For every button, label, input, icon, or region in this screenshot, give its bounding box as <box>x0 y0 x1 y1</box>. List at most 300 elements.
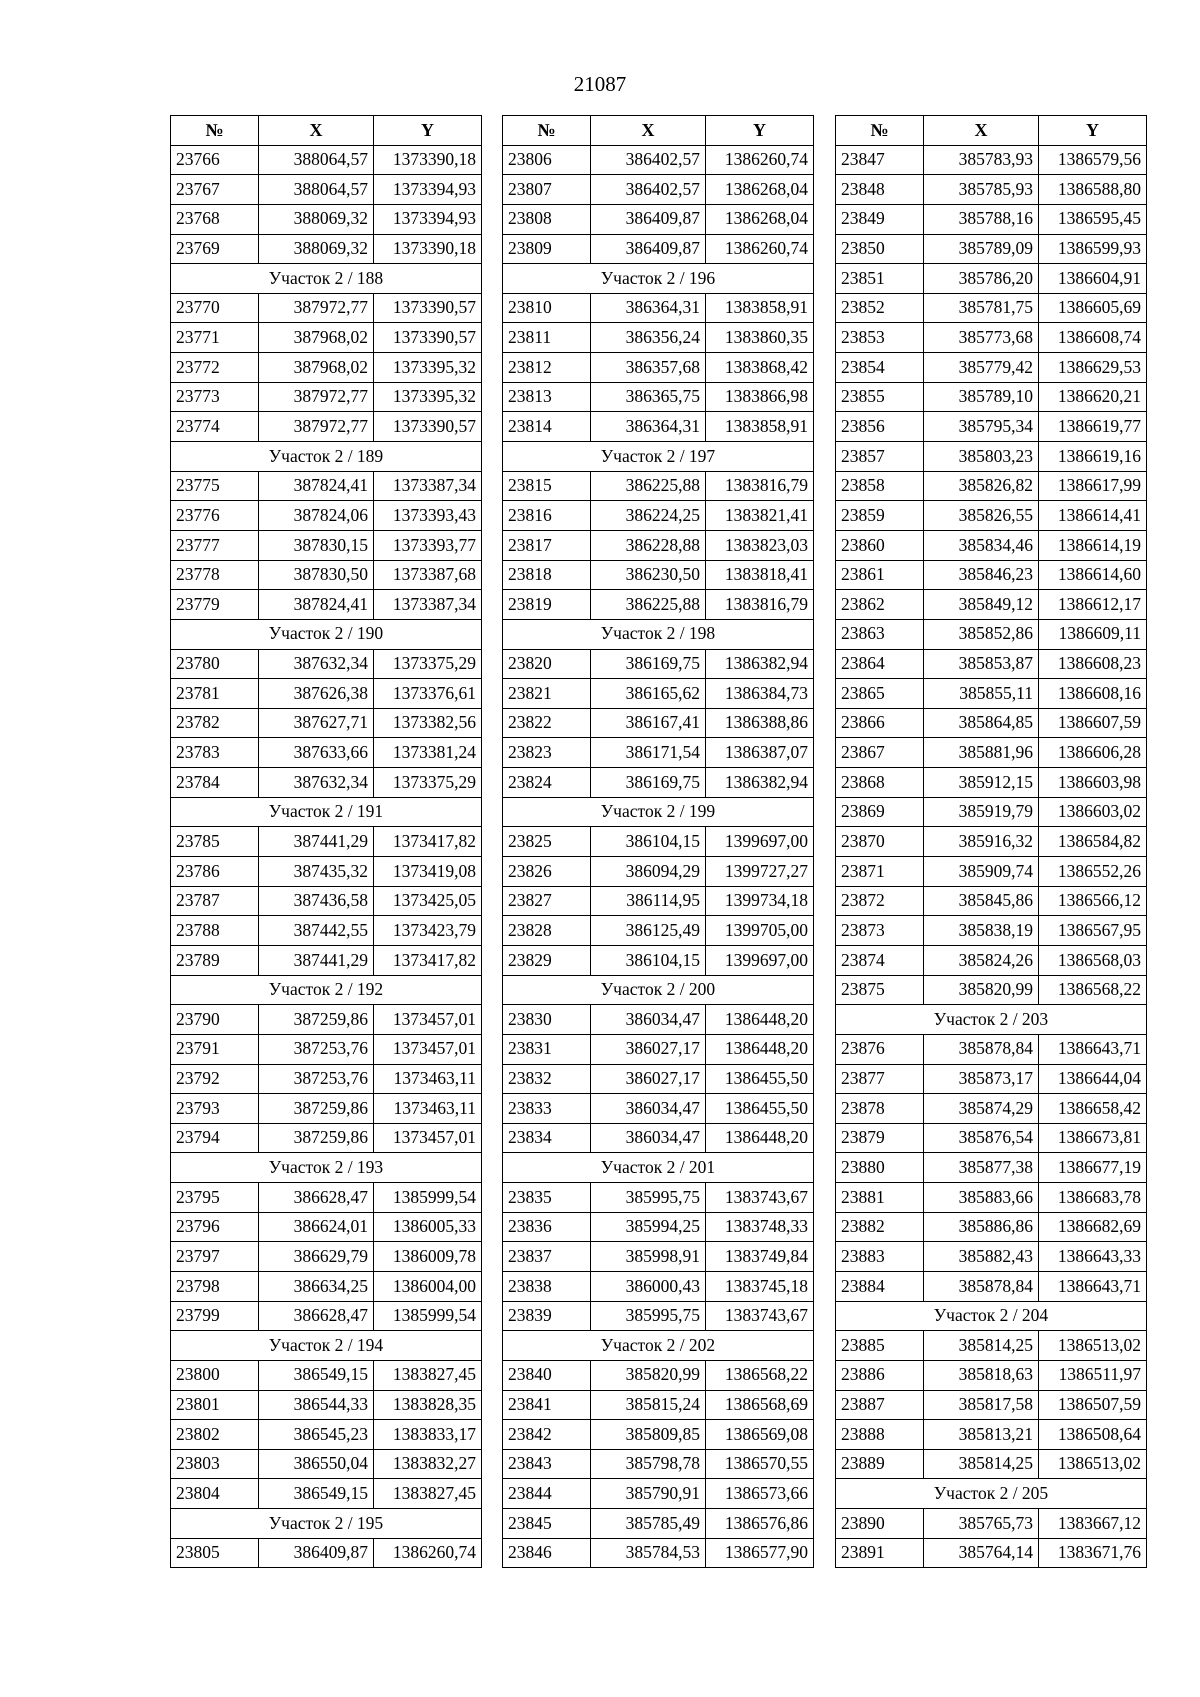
x-coordinate-cell: 387259,86 <box>259 1123 374 1153</box>
y-coordinate-cell: 1383866,98 <box>706 382 814 412</box>
table-row <box>836 649 1147 679</box>
y-coordinate-cell: 1399705,00 <box>706 916 814 946</box>
table-row <box>171 293 482 323</box>
x-coordinate-cell: 385781,75 <box>924 293 1039 323</box>
point-number-cell: 23808 <box>503 204 591 234</box>
y-coordinate-cell: 1386599,93 <box>1039 234 1147 264</box>
y-coordinate-cell: 1386682,69 <box>1039 1212 1147 1242</box>
point-number-cell: 23855 <box>836 382 924 412</box>
point-number-cell: 23813 <box>503 382 591 412</box>
section-row <box>503 264 814 294</box>
table-row <box>503 1242 814 1272</box>
x-coordinate-cell: 386364,31 <box>591 293 706 323</box>
table-row <box>503 857 814 887</box>
point-number-cell: 23798 <box>171 1271 259 1301</box>
table-row <box>171 234 482 264</box>
table-row <box>503 501 814 531</box>
section-label: Участок 2 / 198 <box>503 619 814 649</box>
table-row <box>503 1271 814 1301</box>
x-coordinate-cell: 385881,96 <box>924 738 1039 768</box>
y-coordinate-cell: 1373390,18 <box>374 145 482 175</box>
y-coordinate-cell: 1373463,11 <box>374 1094 482 1124</box>
y-coordinate-cell: 1386608,23 <box>1039 649 1147 679</box>
point-number-cell: 23767 <box>171 175 259 205</box>
y-coordinate-cell: 1386607,59 <box>1039 708 1147 738</box>
y-coordinate-cell: 1386511,97 <box>1039 1360 1147 1390</box>
table-row <box>503 708 814 738</box>
section-label: Участок 2 / 190 <box>171 619 482 649</box>
y-coordinate-cell: 1386609,11 <box>1039 619 1147 649</box>
x-coordinate-cell: 385878,84 <box>924 1271 1039 1301</box>
y-coordinate-cell: 1386614,41 <box>1039 501 1147 531</box>
y-coordinate-cell: 1373390,57 <box>374 323 482 353</box>
table-row <box>836 857 1147 887</box>
point-number-cell: 23848 <box>836 175 924 205</box>
section-label: Участок 2 / 201 <box>503 1153 814 1183</box>
point-number-cell: 23774 <box>171 412 259 442</box>
x-coordinate-cell: 385798,78 <box>591 1449 706 1479</box>
table-row <box>171 382 482 412</box>
header-y: Y <box>1039 116 1147 146</box>
table-row <box>503 1420 814 1450</box>
y-coordinate-cell: 1386508,64 <box>1039 1420 1147 1450</box>
point-number-cell: 23830 <box>503 1005 591 1035</box>
table-row <box>503 1509 814 1539</box>
table-header-row <box>503 116 814 146</box>
y-coordinate-cell: 1399734,18 <box>706 886 814 916</box>
y-coordinate-cell: 1373457,01 <box>374 1034 482 1064</box>
x-coordinate-cell: 385998,91 <box>591 1242 706 1272</box>
y-coordinate-cell: 1373417,82 <box>374 827 482 857</box>
x-coordinate-cell: 387253,76 <box>259 1064 374 1094</box>
point-number-cell: 23860 <box>836 530 924 560</box>
point-number-cell: 23817 <box>503 530 591 560</box>
x-coordinate-cell: 386402,57 <box>591 175 706 205</box>
y-coordinate-cell: 1373393,77 <box>374 530 482 560</box>
point-number-cell: 23799 <box>171 1301 259 1331</box>
point-number-cell: 23889 <box>836 1449 924 1479</box>
x-coordinate-cell: 387632,34 <box>259 649 374 679</box>
x-coordinate-cell: 388069,32 <box>259 234 374 264</box>
table-row <box>171 1538 482 1568</box>
y-coordinate-cell: 1383860,35 <box>706 323 814 353</box>
y-coordinate-cell: 1386268,04 <box>706 204 814 234</box>
point-number-cell: 23822 <box>503 708 591 738</box>
table-row <box>171 204 482 234</box>
section-row <box>836 1301 1147 1331</box>
section-label: Участок 2 / 194 <box>171 1331 482 1361</box>
y-coordinate-cell: 1373457,01 <box>374 1123 482 1153</box>
section-row <box>503 442 814 472</box>
x-coordinate-cell: 386027,17 <box>591 1034 706 1064</box>
point-number-cell: 23766 <box>171 145 259 175</box>
x-coordinate-cell: 385855,11 <box>924 679 1039 709</box>
table-row <box>836 204 1147 234</box>
y-coordinate-cell: 1386608,16 <box>1039 679 1147 709</box>
section-row <box>171 797 482 827</box>
x-coordinate-cell: 385785,93 <box>924 175 1039 205</box>
x-coordinate-cell: 387824,41 <box>259 590 374 620</box>
point-number-cell: 23790 <box>171 1005 259 1035</box>
y-coordinate-cell: 1386384,73 <box>706 679 814 709</box>
point-number-cell: 23840 <box>503 1360 591 1390</box>
y-coordinate-cell: 1373376,61 <box>374 679 482 709</box>
x-coordinate-cell: 385876,54 <box>924 1123 1039 1153</box>
x-coordinate-cell: 385789,10 <box>924 382 1039 412</box>
y-coordinate-cell: 1383821,41 <box>706 501 814 531</box>
y-coordinate-cell: 1386004,00 <box>374 1271 482 1301</box>
point-number-cell: 23857 <box>836 442 924 472</box>
y-coordinate-cell: 1386604,91 <box>1039 264 1147 294</box>
table-row <box>503 353 814 383</box>
x-coordinate-cell: 386628,47 <box>259 1183 374 1213</box>
x-coordinate-cell: 385995,75 <box>591 1183 706 1213</box>
table-row <box>171 353 482 383</box>
y-coordinate-cell: 1399727,27 <box>706 857 814 887</box>
y-coordinate-cell: 1383858,91 <box>706 293 814 323</box>
table-row <box>171 945 482 975</box>
x-coordinate-cell: 385838,19 <box>924 916 1039 946</box>
x-coordinate-cell: 387259,86 <box>259 1094 374 1124</box>
y-coordinate-cell: 1386683,78 <box>1039 1183 1147 1213</box>
x-coordinate-cell: 386171,54 <box>591 738 706 768</box>
x-coordinate-cell: 386104,15 <box>591 945 706 975</box>
point-number-cell: 23838 <box>503 1271 591 1301</box>
y-coordinate-cell: 1386005,33 <box>374 1212 482 1242</box>
y-coordinate-cell: 1383749,84 <box>706 1242 814 1272</box>
table-row <box>503 323 814 353</box>
y-coordinate-cell: 1386614,60 <box>1039 560 1147 590</box>
table-row <box>836 827 1147 857</box>
y-coordinate-cell: 1386570,55 <box>706 1449 814 1479</box>
table-row <box>503 916 814 946</box>
point-number-cell: 23839 <box>503 1301 591 1331</box>
section-row <box>171 1509 482 1539</box>
x-coordinate-cell: 385784,53 <box>591 1538 706 1568</box>
table-row <box>171 1183 482 1213</box>
x-coordinate-cell: 385826,55 <box>924 501 1039 531</box>
y-coordinate-cell: 1386569,08 <box>706 1420 814 1450</box>
section-label: Участок 2 / 195 <box>171 1509 482 1539</box>
y-coordinate-cell: 1383833,17 <box>374 1420 482 1450</box>
point-number-cell: 23777 <box>171 530 259 560</box>
table-row <box>836 1271 1147 1301</box>
table-row <box>836 382 1147 412</box>
x-coordinate-cell: 387633,66 <box>259 738 374 768</box>
point-number-cell: 23783 <box>171 738 259 768</box>
y-coordinate-cell: 1373390,18 <box>374 234 482 264</box>
x-coordinate-cell: 386228,88 <box>591 530 706 560</box>
y-coordinate-cell: 1386260,74 <box>706 234 814 264</box>
point-number-cell: 23789 <box>171 945 259 975</box>
x-coordinate-cell: 387632,34 <box>259 768 374 798</box>
point-number-cell: 23784 <box>171 768 259 798</box>
y-coordinate-cell: 1373390,57 <box>374 293 482 323</box>
table-row <box>836 1449 1147 1479</box>
x-coordinate-cell: 385852,86 <box>924 619 1039 649</box>
table-row <box>836 353 1147 383</box>
x-coordinate-cell: 385795,34 <box>924 412 1039 442</box>
point-number-cell: 23890 <box>836 1509 924 1539</box>
table-row <box>503 1390 814 1420</box>
x-coordinate-cell: 386000,43 <box>591 1271 706 1301</box>
y-coordinate-cell: 1386629,53 <box>1039 353 1147 383</box>
point-number-cell: 23814 <box>503 412 591 442</box>
point-number-cell: 23866 <box>836 708 924 738</box>
table-row <box>836 590 1147 620</box>
y-coordinate-cell: 1373387,34 <box>374 590 482 620</box>
x-coordinate-cell: 386624,01 <box>259 1212 374 1242</box>
point-number-cell: 23811 <box>503 323 591 353</box>
x-coordinate-cell: 386225,88 <box>591 471 706 501</box>
point-number-cell: 23882 <box>836 1212 924 1242</box>
y-coordinate-cell: 1386673,81 <box>1039 1123 1147 1153</box>
header-number: № <box>171 116 259 146</box>
section-label: Участок 2 / 203 <box>836 1005 1147 1035</box>
point-number-cell: 23810 <box>503 293 591 323</box>
y-coordinate-cell: 1383818,41 <box>706 560 814 590</box>
y-coordinate-cell: 1373425,05 <box>374 886 482 916</box>
x-coordinate-cell: 385785,49 <box>591 1509 706 1539</box>
x-coordinate-cell: 385826,82 <box>924 471 1039 501</box>
x-coordinate-cell: 386357,68 <box>591 353 706 383</box>
header-x: X <box>591 116 706 146</box>
table-row <box>171 649 482 679</box>
point-number-cell: 23819 <box>503 590 591 620</box>
x-coordinate-cell: 386634,25 <box>259 1271 374 1301</box>
y-coordinate-cell: 1386619,16 <box>1039 442 1147 472</box>
point-number-cell: 23849 <box>836 204 924 234</box>
point-number-cell: 23872 <box>836 886 924 916</box>
x-coordinate-cell: 386356,24 <box>591 323 706 353</box>
y-coordinate-cell: 1386573,66 <box>706 1479 814 1509</box>
y-coordinate-cell: 1373423,79 <box>374 916 482 946</box>
point-number-cell: 23809 <box>503 234 591 264</box>
y-coordinate-cell: 1385999,54 <box>374 1301 482 1331</box>
x-coordinate-cell: 386165,62 <box>591 679 706 709</box>
point-number-cell: 23832 <box>503 1064 591 1094</box>
point-number-cell: 23887 <box>836 1390 924 1420</box>
section-label: Участок 2 / 197 <box>503 442 814 472</box>
table-row <box>836 945 1147 975</box>
y-coordinate-cell: 1373387,34 <box>374 471 482 501</box>
x-coordinate-cell: 385846,23 <box>924 560 1039 590</box>
x-coordinate-cell: 387627,71 <box>259 708 374 738</box>
y-coordinate-cell: 1383743,67 <box>706 1183 814 1213</box>
y-coordinate-cell: 1386568,69 <box>706 1390 814 1420</box>
y-coordinate-cell: 1386603,98 <box>1039 768 1147 798</box>
table-row <box>836 1360 1147 1390</box>
y-coordinate-cell: 1386566,12 <box>1039 886 1147 916</box>
table-row <box>503 175 814 205</box>
table-row <box>503 1212 814 1242</box>
point-number-cell: 23802 <box>171 1420 259 1450</box>
point-number-cell: 23859 <box>836 501 924 531</box>
point-number-cell: 23831 <box>503 1034 591 1064</box>
point-number-cell: 23888 <box>836 1420 924 1450</box>
point-number-cell: 23773 <box>171 382 259 412</box>
x-coordinate-cell: 386027,17 <box>591 1064 706 1094</box>
x-coordinate-cell: 387830,50 <box>259 560 374 590</box>
x-coordinate-cell: 385878,84 <box>924 1034 1039 1064</box>
section-label: Участок 2 / 193 <box>171 1153 482 1183</box>
section-label: Участок 2 / 191 <box>171 797 482 827</box>
x-coordinate-cell: 387259,86 <box>259 1005 374 1035</box>
x-coordinate-cell: 385788,16 <box>924 204 1039 234</box>
x-coordinate-cell: 385845,86 <box>924 886 1039 916</box>
y-coordinate-cell: 1383667,12 <box>1039 1509 1147 1539</box>
header-y: Y <box>706 116 814 146</box>
page-number: 21087 <box>573 72 627 96</box>
table-row <box>836 916 1147 946</box>
point-number-cell: 23844 <box>503 1479 591 1509</box>
table-row <box>503 827 814 857</box>
table-row <box>836 1538 1147 1568</box>
table-row <box>171 827 482 857</box>
point-number-cell: 23805 <box>171 1538 259 1568</box>
y-coordinate-cell: 1386268,04 <box>706 175 814 205</box>
point-number-cell: 23803 <box>171 1449 259 1479</box>
point-number-cell: 23786 <box>171 857 259 887</box>
table-row <box>836 975 1147 1005</box>
point-number-cell: 23782 <box>171 708 259 738</box>
section-label: Участок 2 / 199 <box>503 797 814 827</box>
y-coordinate-cell: 1386448,20 <box>706 1123 814 1153</box>
x-coordinate-cell: 386094,29 <box>591 857 706 887</box>
table-row <box>836 679 1147 709</box>
y-coordinate-cell: 1385999,54 <box>374 1183 482 1213</box>
point-number-cell: 23815 <box>503 471 591 501</box>
y-coordinate-cell: 1383816,79 <box>706 471 814 501</box>
y-coordinate-cell: 1386552,26 <box>1039 857 1147 887</box>
table-row <box>836 1331 1147 1361</box>
x-coordinate-cell: 386545,23 <box>259 1420 374 1450</box>
x-coordinate-cell: 385820,99 <box>591 1360 706 1390</box>
x-coordinate-cell: 385789,09 <box>924 234 1039 264</box>
section-row <box>503 1331 814 1361</box>
point-number-cell: 23878 <box>836 1094 924 1124</box>
point-number-cell: 23886 <box>836 1360 924 1390</box>
x-coordinate-cell: 385814,25 <box>924 1449 1039 1479</box>
table-row <box>171 1005 482 1035</box>
table-row <box>503 1005 814 1035</box>
x-coordinate-cell: 385818,63 <box>924 1360 1039 1390</box>
table-row <box>836 560 1147 590</box>
table-row <box>836 886 1147 916</box>
section-row <box>171 264 482 294</box>
table-row <box>503 679 814 709</box>
point-number-cell: 23873 <box>836 916 924 946</box>
x-coordinate-cell: 385864,85 <box>924 708 1039 738</box>
table-row <box>503 204 814 234</box>
x-coordinate-cell: 386169,75 <box>591 649 706 679</box>
point-number-cell: 23776 <box>171 501 259 531</box>
y-coordinate-cell: 1383823,03 <box>706 530 814 560</box>
y-coordinate-cell: 1386513,02 <box>1039 1449 1147 1479</box>
x-coordinate-cell: 385873,17 <box>924 1064 1039 1094</box>
x-coordinate-cell: 387435,32 <box>259 857 374 887</box>
x-coordinate-cell: 385877,38 <box>924 1153 1039 1183</box>
table-row <box>836 1242 1147 1272</box>
section-row <box>836 1005 1147 1035</box>
header-number: № <box>836 116 924 146</box>
x-coordinate-cell: 386225,88 <box>591 590 706 620</box>
y-coordinate-cell: 1386260,74 <box>374 1538 482 1568</box>
x-coordinate-cell: 387253,76 <box>259 1034 374 1064</box>
y-coordinate-cell: 1386579,56 <box>1039 145 1147 175</box>
table-row <box>171 1301 482 1331</box>
y-coordinate-cell: 1373382,56 <box>374 708 482 738</box>
point-number-cell: 23794 <box>171 1123 259 1153</box>
y-coordinate-cell: 1386677,19 <box>1039 1153 1147 1183</box>
point-number-cell: 23801 <box>171 1390 259 1420</box>
section-row <box>836 1479 1147 1509</box>
x-coordinate-cell: 387824,41 <box>259 471 374 501</box>
x-coordinate-cell: 386125,49 <box>591 916 706 946</box>
point-number-cell: 23769 <box>171 234 259 264</box>
header-x: X <box>924 116 1039 146</box>
table-row <box>503 1123 814 1153</box>
point-number-cell: 23792 <box>171 1064 259 1094</box>
point-number-cell: 23865 <box>836 679 924 709</box>
section-label: Участок 2 / 200 <box>503 975 814 1005</box>
x-coordinate-cell: 386224,25 <box>591 501 706 531</box>
point-number-cell: 23797 <box>171 1242 259 1272</box>
x-coordinate-cell: 385809,85 <box>591 1420 706 1450</box>
point-number-cell: 23850 <box>836 234 924 264</box>
x-coordinate-cell: 388064,57 <box>259 175 374 205</box>
point-number-cell: 23785 <box>171 827 259 857</box>
point-number-cell: 23842 <box>503 1420 591 1450</box>
y-coordinate-cell: 1383858,91 <box>706 412 814 442</box>
point-number-cell: 23862 <box>836 590 924 620</box>
point-number-cell: 23780 <box>171 649 259 679</box>
y-coordinate-cell: 1386568,22 <box>1039 975 1147 1005</box>
point-number-cell: 23781 <box>171 679 259 709</box>
y-coordinate-cell: 1386620,21 <box>1039 382 1147 412</box>
y-coordinate-cell: 1386644,04 <box>1039 1064 1147 1094</box>
y-coordinate-cell: 1383671,76 <box>1039 1538 1147 1568</box>
table-row <box>503 1449 814 1479</box>
table-row <box>503 1183 814 1213</box>
table-row <box>503 145 814 175</box>
section-row <box>503 619 814 649</box>
y-coordinate-cell: 1383827,45 <box>374 1479 482 1509</box>
point-number-cell: 23800 <box>171 1360 259 1390</box>
point-number-cell: 23795 <box>171 1183 259 1213</box>
x-coordinate-cell: 385779,42 <box>924 353 1039 383</box>
point-number-cell: 23847 <box>836 145 924 175</box>
y-coordinate-cell: 1386617,99 <box>1039 471 1147 501</box>
table-row <box>171 679 482 709</box>
table-row <box>171 1034 482 1064</box>
point-number-cell: 23867 <box>836 738 924 768</box>
table-header-row <box>171 116 482 146</box>
x-coordinate-cell: 386114,95 <box>591 886 706 916</box>
y-coordinate-cell: 1386455,50 <box>706 1064 814 1094</box>
y-coordinate-cell: 1386608,74 <box>1039 323 1147 353</box>
x-coordinate-cell: 385882,43 <box>924 1242 1039 1272</box>
section-label: Участок 2 / 188 <box>171 264 482 294</box>
table-row <box>836 264 1147 294</box>
x-coordinate-cell: 387830,15 <box>259 530 374 560</box>
y-coordinate-cell: 1373390,57 <box>374 412 482 442</box>
x-coordinate-cell: 385820,99 <box>924 975 1039 1005</box>
x-coordinate-cell: 387972,77 <box>259 412 374 442</box>
point-number-cell: 23869 <box>836 797 924 827</box>
y-coordinate-cell: 1373463,11 <box>374 1064 482 1094</box>
y-coordinate-cell: 1386619,77 <box>1039 412 1147 442</box>
